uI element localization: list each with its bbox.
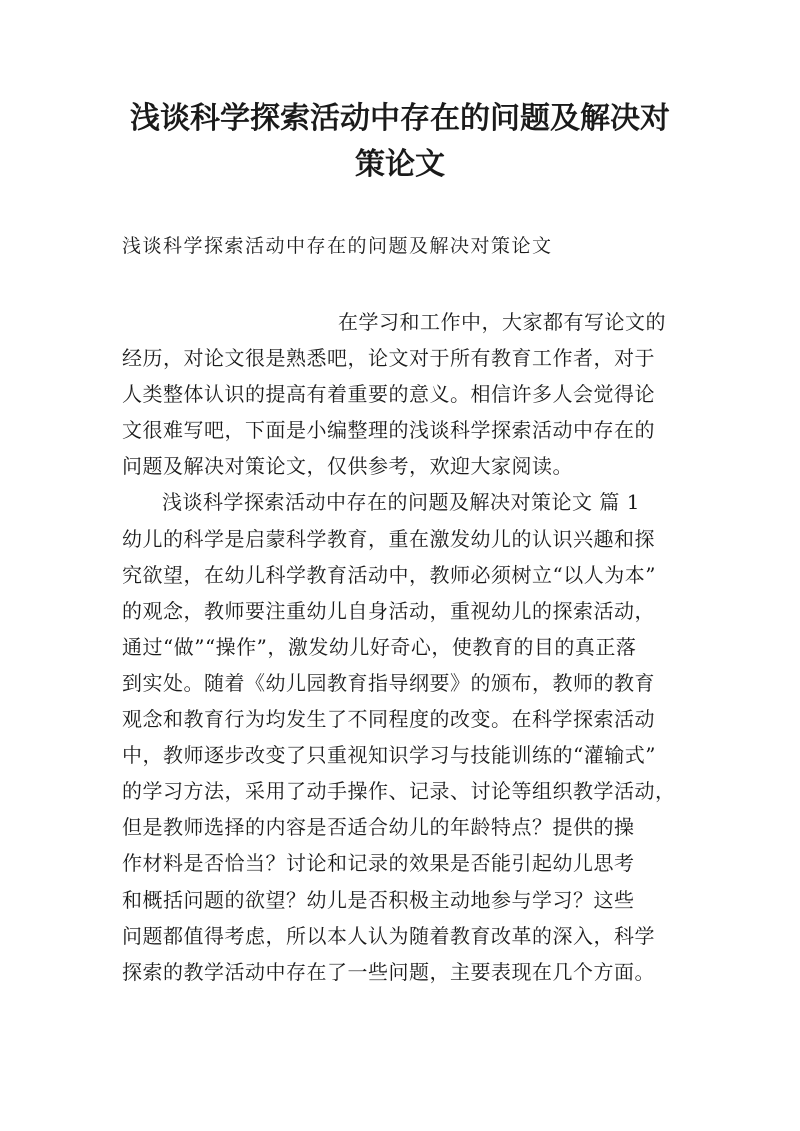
section-line: 和概括问题的欲望？幼儿是否积极主动地参与学习？这些 bbox=[122, 887, 635, 912]
section-line: 的观念，教师要注重幼儿自身活动，重视幼儿的探索活动， bbox=[122, 598, 655, 623]
section-line: 作材料是否恰当？讨论和记录的效果是否能引起幼儿思考 bbox=[122, 851, 635, 876]
section-line: 的学习方法，采用了动手操作、记录、讨论等组织教学活动， bbox=[122, 779, 676, 804]
section-heading: 浅谈科学探索活动中存在的问题及解决对策论文 篇 1 bbox=[162, 490, 640, 515]
document-body bbox=[122, 304, 688, 990]
section-line: 究欲望，在幼儿科学教育活动中，教师必须树立“以人为本” bbox=[122, 562, 656, 587]
intro-line: 人类整体认识的提高有着重要的意义。相信许多人会觉得论 bbox=[122, 382, 655, 407]
intro-line: 在学习和工作中，大家都有写论文的 bbox=[338, 310, 666, 334]
intro-line: 文很难写吧，下面是小编整理的浅谈科学探索活动中存在的 bbox=[122, 418, 655, 443]
section-line: 探索的教学活动中存在了一些问题，主要表现在几个方面。 bbox=[122, 959, 655, 984]
title-line-1: 浅谈科学探索活动中存在的问题及解决对 bbox=[130, 101, 670, 136]
title-line-2: 策论文 bbox=[355, 147, 445, 182]
document-subtitle: 浅谈科学探索活动中存在的问题及解决对策论文 bbox=[122, 235, 553, 257]
section-line: 但是教师选择的内容是否适合幼儿的年龄特点？提供的操 bbox=[122, 815, 635, 840]
intro-line: 问题及解决对策论文，仅供参考，欢迎大家阅读。 bbox=[122, 454, 573, 479]
section-line: 到实处。随着《幼儿园教育指导纲要》的颁布，教师的教育 bbox=[122, 670, 655, 695]
document-title bbox=[100, 96, 700, 188]
intro-line: 经历，对论文很是熟悉吧，论文对于所有教育工作者，对于 bbox=[122, 346, 655, 371]
section-line: 通过“做”“操作”，激发幼儿好奇心，使教育的目的真正落 bbox=[122, 634, 637, 659]
section-line: 问题都值得考虑，所以本人认为随着教育改革的深入，科学 bbox=[122, 923, 655, 948]
section-line: 幼儿的科学是启蒙科学教育，重在激发幼儿的认识兴趣和探 bbox=[122, 526, 655, 551]
section-line: 观念和教育行为均发生了不同程度的改变。在科学探索活动 bbox=[122, 707, 655, 732]
section-line: 中，教师逐步改变了只重视知识学习与技能训练的“灌输式” bbox=[122, 743, 656, 768]
